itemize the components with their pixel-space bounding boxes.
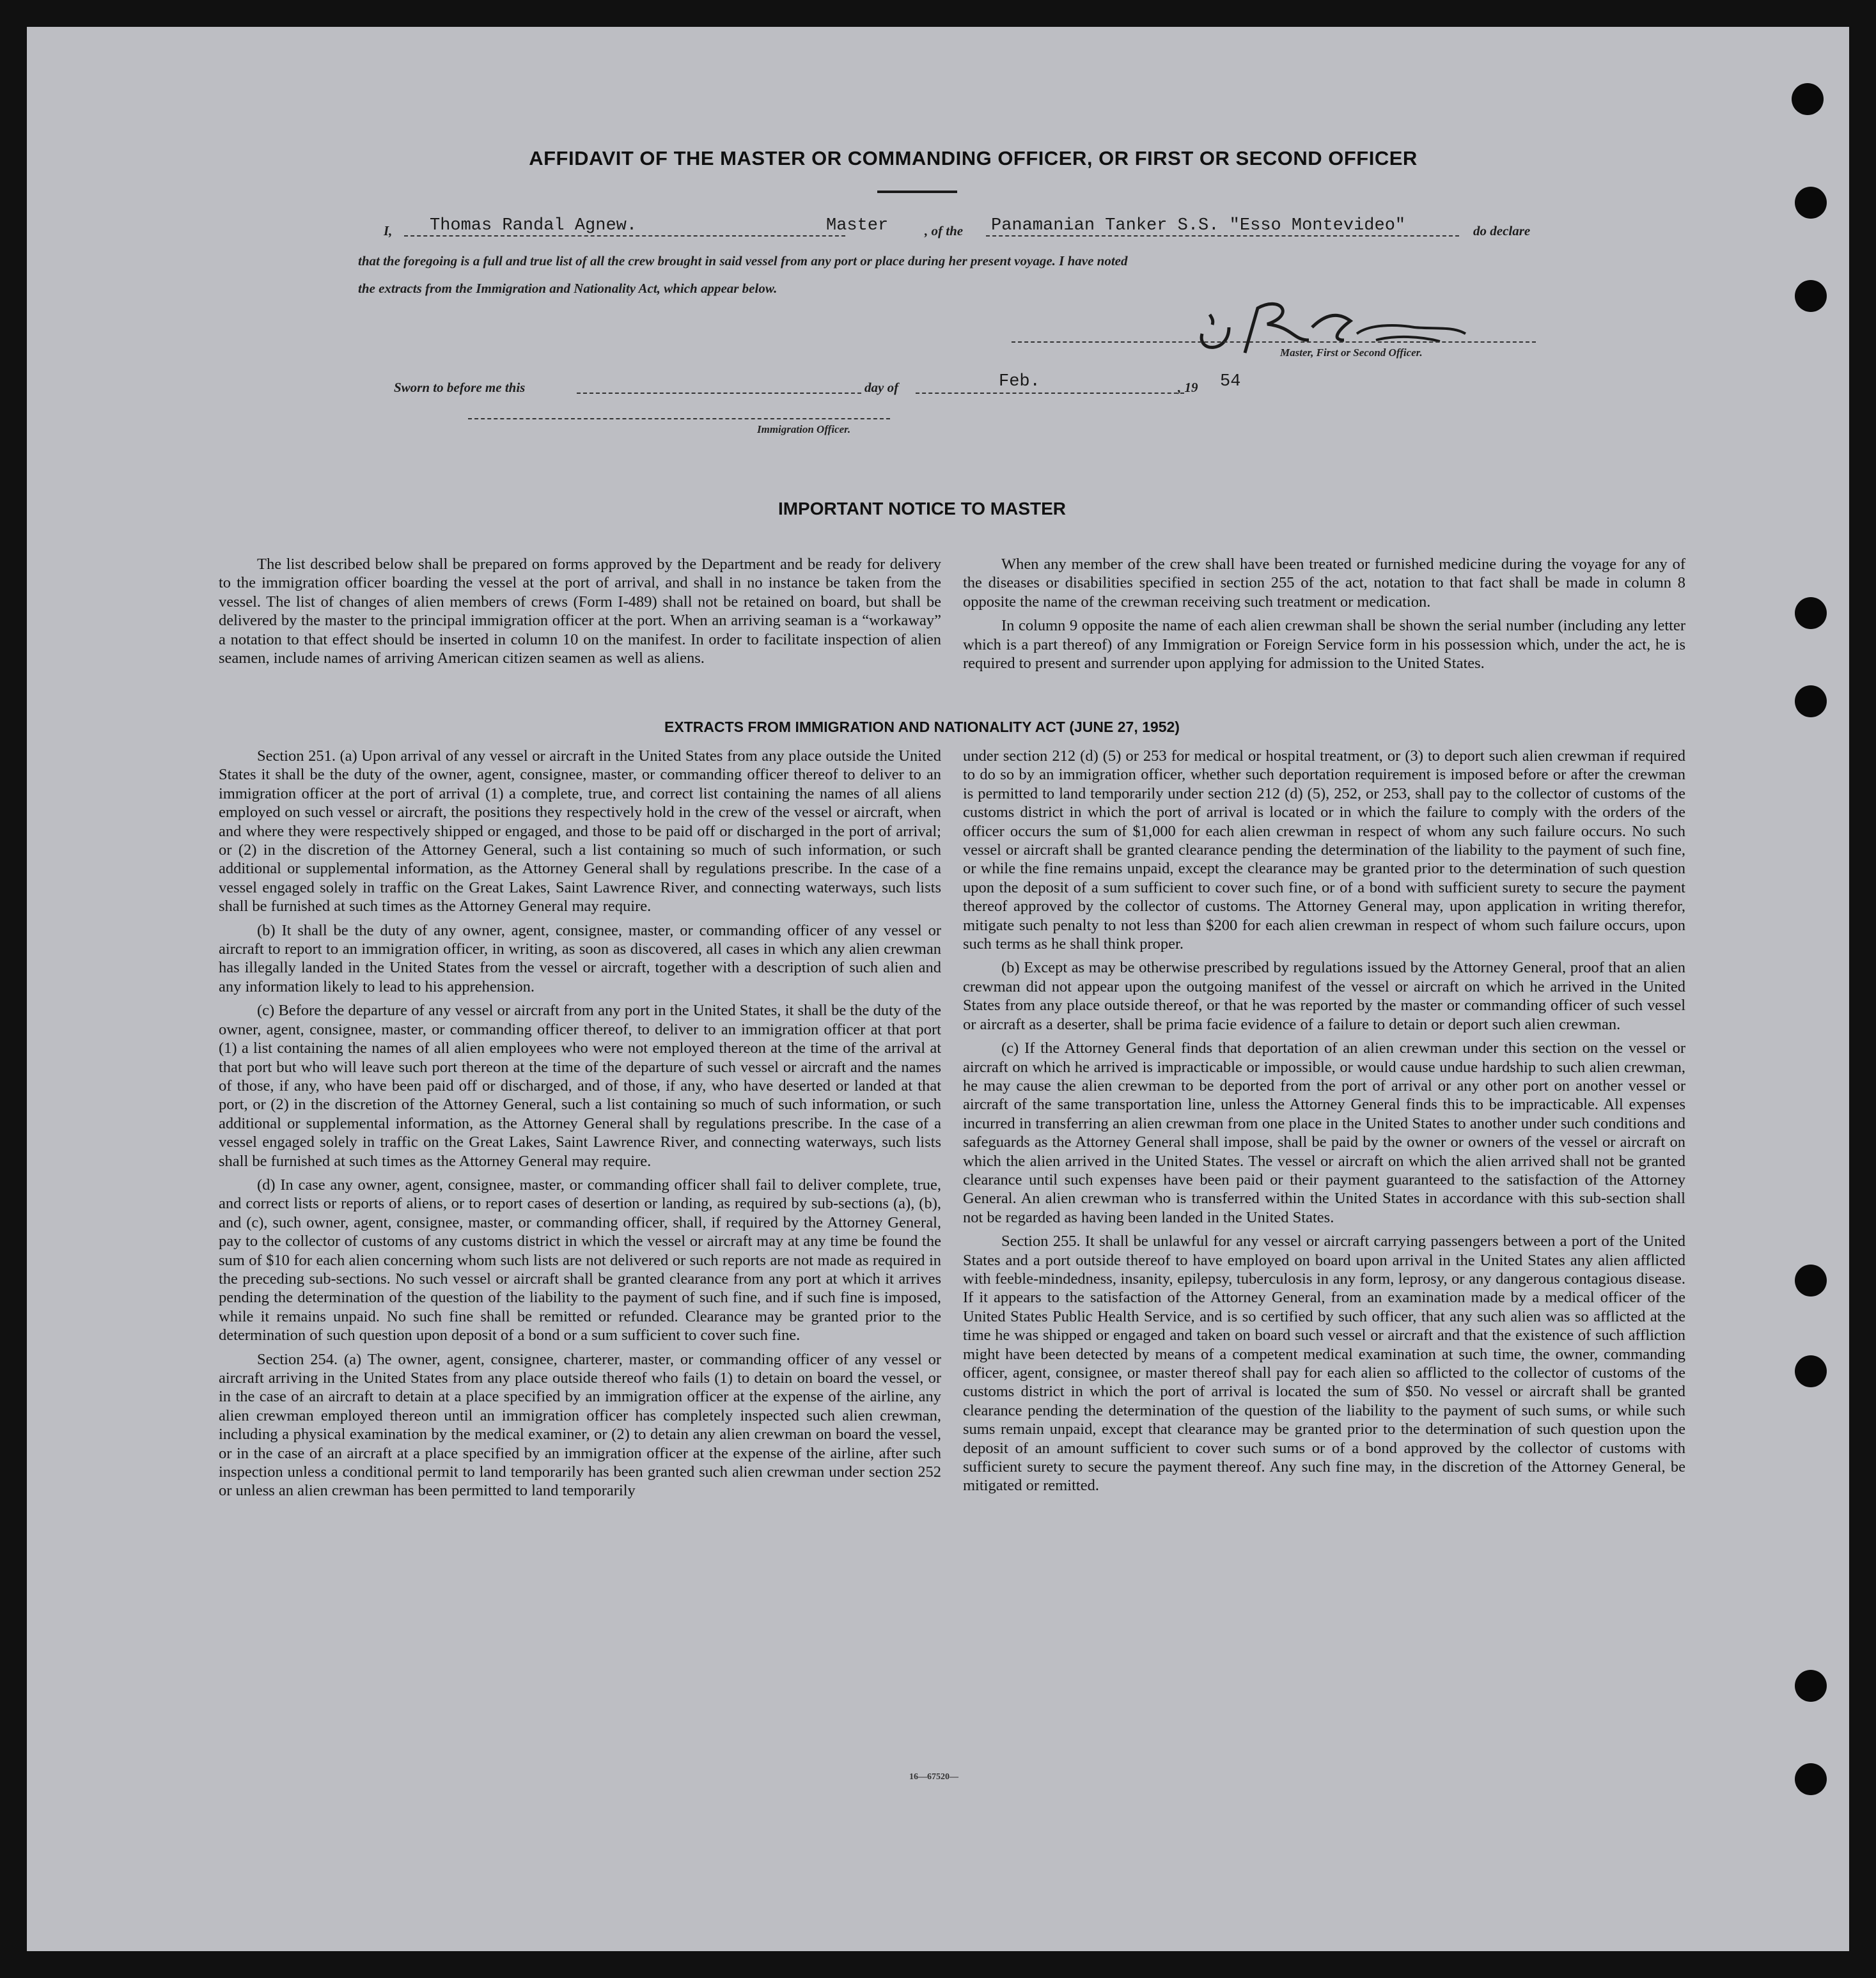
binder-hole [1795, 1670, 1827, 1702]
master-rank: Master [826, 216, 889, 235]
section-254-b: (b) Except as may be otherwise prescribed by regulations issued by the Attorney General, proof that an alien crewman did not appear upon the outgoing manifest of the vessel or aircraft on which he arrived in the United States from any place outside thereof, or that he was reported by the master or commanding officer of such vessel or aircraft as a deserter, shall be prima facie evidence of a failure to detain or deport such alien crewman. [963, 959, 1685, 1033]
title-underline [877, 191, 957, 193]
binder-hole [1795, 597, 1827, 629]
vessel-underline [986, 235, 1459, 237]
year-prefix: , 19 [1178, 380, 1198, 395]
section-254-a-continued: under section 212 (d) (5) or 253 for medical or hospital treatment, or (3) to deport such alien crewman if required to do so by an immigration officer, whether such deportation requirement is imposed before or after the crewman is permitted to land temporarily under section 212 (d) (5), 252, or 253, shall pay to the collector of customs of the customs district in which the port of arrival is located or in which the failure to comply with the orders of the officer occurs the sum of $1,000 for each alien crewman in respect of whom any such failure occurs. No such vessel or aircraft shall be granted clearance pending the determination of the liability to the payment of such fine, or while the fine remains unpaid, except the clearance may be granted prior to the determination of such question upon the deposit of a sum sufficient to cover such fine, or of a bond with sufficient surety to secure the payment thereof approved by the collector of customs. The Attorney General may, upon application in writing therefor, mitigate such penalty to not less than $200 for each alien crewman in respect of whom such failure occurs, upon such terms as he shall think proper. [963, 747, 1685, 953]
name-underline [404, 235, 845, 237]
affidavit-text-line2: that the foregoing is a full and true list of all the crew brought in said vessel from any port or place during her present voyage. I have noted [358, 253, 1128, 269]
binder-hole [1795, 685, 1827, 717]
sworn-year: 54 [1220, 372, 1241, 391]
print-code: 16—67520— [909, 1772, 958, 1782]
section-251-a: Section 251. (a) Upon arrival of any vessel or aircraft in the United States from any place outside the United States it shall be the duty of the owner, agent, consignee, master, or commanding officer thereof to deliver to an immigration officer at the port of arrival (1) a complete, true, and correct list containing the names of all aliens employed on such vessel or aircraft, the positions they respectively hold in the crew of the vessel or aircraft, when and where they were respectively shipped or engaged, and those to be paid off or discharged in the port of arrival; or (2) in the discretion of the Attorney General, such a list containing so much of such information, or such additional or supplemental information, as the Attorney General shall by regulations prescribe. In the case of a vessel engaged solely in traffic on the Great Lakes, Saint Lawrence River, and connecting waterways, such lists shall be furnished at such times as the Attorney General may require. [219, 747, 941, 915]
immigration-officer-line [468, 418, 890, 419]
declare-label: do declare [1473, 223, 1531, 238]
sworn-day-underline [577, 393, 861, 394]
section-254-c: (c) If the Attorney General finds that deportation of an alien crewman under this section on the vessel or aircraft on which he arrived is impracticable or impossible, or would cause undue hardship to such alien crewman, he may cause the alien crewman to be deported from the port of arrival or any other port on another vessel or aircraft of the same transportation line, unless the Attorney General finds this to be impracticable. All expenses incurred in transferring an alien crewman from one place in the United States to another under such conditions and safeguards as the Attorney General shall impose, shall be paid by the owner or owners of the vessel or aircraft on which the alien arrived in the United States. The vessel or aircraft on which the alien arrived shall not be granted clearance until such expenses have been paid or their payment guaranteed to the satisfaction of the Attorney General. An alien crewman who is transferred within the United States in accordance with this sub-section shall not be regarded as having been landed in the United States. [963, 1040, 1685, 1226]
binder-hole [1795, 280, 1827, 312]
binder-hole [1795, 187, 1827, 219]
signature-caption: Master, First or Second Officer. [1280, 347, 1423, 359]
month-underline [916, 393, 1184, 394]
section-251-c: (c) Before the departure of any vessel or aircraft from any port in the United States, it shall be the duty of the owner, agent, consignee, master, or commanding officer thereof, to deliver to an immigration officer at that port (1) a list containing the names of all alien employees who were not employed thereon at the time of the arrival at that port but who will leave such port thereon at the time of the departure of such vessel or aircraft and the names of those, if any, who have been paid off or discharged, and of those, if any, who have deserted or landed at that port, or (2) in the discretion of the Attorney General, such a list containing so much of such information, or such additional or supplemental information, as the Attorney General shall by regulations prescribe. In the case of a vessel engaged solely in traffic on the Great Lakes, Saint Lawrence River, and connecting waterways, such lists shall be furnished at such times as the Attorney General may require. [219, 1002, 941, 1170]
extracts-title: EXTRACTS FROM IMMIGRATION AND NATIONALITY ACT (JUNE 27, 1952) [664, 719, 1180, 735]
master-name: Thomas Randal Agnew. [430, 216, 637, 235]
binder-hole [1795, 1265, 1827, 1297]
sworn-month: Feb. [999, 372, 1040, 391]
affidavit-prefix: I, [384, 223, 393, 238]
notice-left-column [219, 555, 941, 673]
section-255: Section 255. It shall be unlawful for any vessel or aircraft carrying passengers between a port of the United States and a port outside thereof to have employed on board upon arrival in the United States any alien afflicted with feeble-mindedness, insanity, epilepsy, tuberculosis in any form, leprosy, or any dangerous contagious disease. If it appears to the satisfaction of the Attorney General, from an examination made by a medical officer of the United States Public Health Service, and is so certified by such officer, that any such alien was so afflicted at the time he was shipped or engaged and taken on board such vessel or aircraft and that the existence of such affliction might have been detected by means of a competent medical examination at such time, the owner, commanding officer, agent, consignee, or master thereof shall pay for each alien so afflicted to the collector of customs of the customs district in which the port of arrival is located the sum of $50. No vessel or aircraft shall be granted clearance pending the determination of the question of the liability to the payment of such sums, or while such sums remain unpaid, except that clearance may be granted prior to the determination of such question upon the deposit of an amount sufficient to cover such sums or of a bond approved by the collector of customs with sufficient surety to secure the payment thereof. Any such fine may, in the discretion of the Attorney General, be mitigated or remitted. [963, 1233, 1685, 1495]
notice-left-paragraph: The list described below shall be prepared on forms approved by the Department and be ready for delivery to the immigration officer boarding the vessel at the port of arrival, and shall in no instance be taken from the vessel. The list of changes of alien members of crews (Form I-489) shall not be retained on board, but shall be delivered by the master to the principal immigration officer at the port. When an arriving seaman is a “workaway” a notation to that effect should be inserted in column 10 on the manifest. In order to facilitate inspection of alien seamen, include names of arriving American citizen seamen as well as aliens. [219, 556, 941, 667]
binder-hole [1795, 1355, 1827, 1387]
notice-title: IMPORTANT NOTICE TO MASTER [778, 499, 1067, 518]
section-251-d: (d) In case any owner, agent, consignee, master, or commanding officer shall fail to deliver complete, true, and correct lists or reports of aliens, or to report cases of desertion or landing, as required by sub-sections (a), (b), and (c), such owner, agent, consignee, master, or commanding officer, shall, if required by the Attorney General, pay to the collector of customs of any customs district in which the vessel or aircraft may at any time be found the sum of $10 for each alien concerning whom such lists are not delivered or such reports are not made as required in the preceding sub-sections. No such vessel or aircraft shall be granted clearance from any port at which it arrives pending the determination of the question of the liability to the payment of such fine, and if such fine is imposed, while it remains unpaid. No such fine shall be remitted or refunded. Clearance may be granted prior to the determination of such question upon deposit of a bond or a sum sufficient to cover such fine. [219, 1176, 941, 1344]
section-251-b: (b) It shall be the duty of any owner, agent, consignee, master, or commanding officer of any vessel or aircraft to report to an immigration officer, in writing, as soon as discovered, all cases in which any alien crewman has illegally landed in the United States from the vessel or aircraft, together with a description of such alien and any information likely to lead to his apprehension. [219, 921, 941, 995]
notice-right-paragraph-1: When any member of the crew shall have been treated or furnished medicine during the voyage for any of the diseases or disabilities specified in section 255 of the act, notation to that fact shall be made in column 8 opposite the name of the crewman receiving such treatment or medication. [963, 556, 1685, 611]
notice-right-paragraph-2: In column 9 opposite the name of each alien crewman shall be shown the serial number (including any letter which is a part thereof) of any Immigration or Foreign Service form in his possession which, under the act, he is required to present and surrender upon applying for admission to the United States. [963, 617, 1685, 673]
vessel-name: Panamanian Tanker S.S. "Esso Montevideo" [991, 216, 1406, 235]
notice-right-column [963, 555, 1685, 678]
document-sheet [27, 27, 1849, 1951]
extracts-right-column [963, 747, 1685, 1500]
immigration-officer-label: Immigration Officer. [757, 423, 851, 435]
signature-line [1012, 341, 1536, 343]
affidavit-text-line3: the extracts from the Immigration and Nationality Act, which appear below. [358, 281, 778, 296]
day-of-label: day of [864, 380, 899, 395]
binder-hole [1795, 1763, 1827, 1795]
sworn-label: Sworn to before me this [394, 380, 526, 395]
section-254-a: Section 254. (a) The owner, agent, consignee, charterer, master, or commanding officer of any vessel or aircraft arriving in the United States from any place outside thereof who fails (1) to detain on board the vessel, or in the case of an aircraft to detain at a place specified by an immigration officer at the expense of the airline, any alien crewman employed thereon until an immigration officer has completely inspected such alien crewman, including a physical examination by the medical examiner, or (2) to detain any alien crewman on board the vessel, or in the case of an aircraft at a place specified by an immigration officer at the expense of the airline, after such inspection unless a conditional permit to land temporarily has been granted such alien crewman under section 252 or unless an alien crewman has been permitted to land temporarily [219, 1350, 941, 1500]
extracts-left-column [219, 747, 941, 1506]
affidavit-title: AFFIDAVIT OF THE MASTER OR COMMANDING OFFICER, OR FIRST OR SECOND OFFICER [529, 147, 1418, 169]
binder-hole [1792, 83, 1824, 115]
of-the-label: , of the [925, 223, 964, 238]
